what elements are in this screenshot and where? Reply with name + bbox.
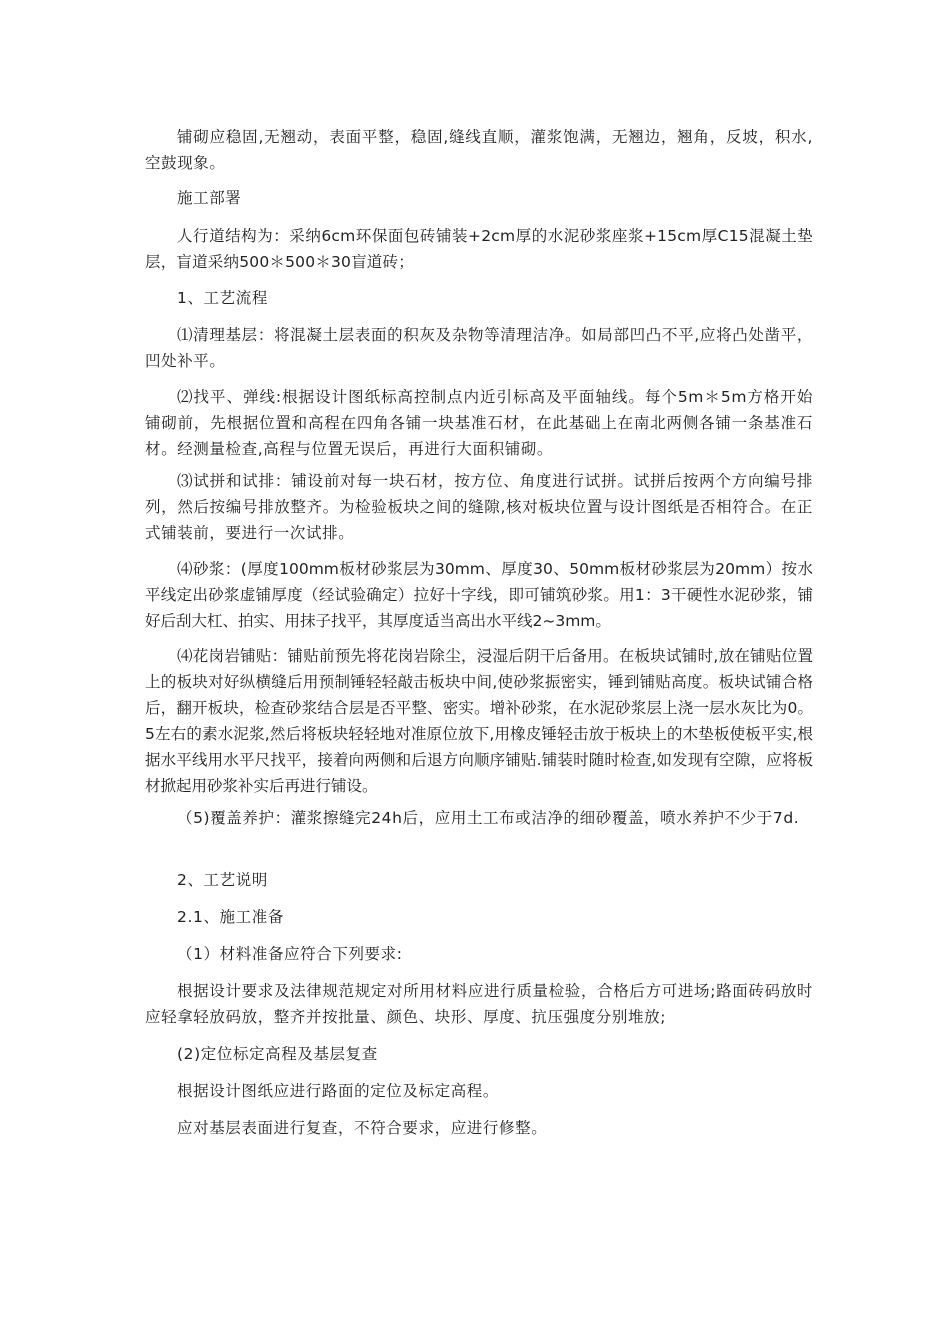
- heading-preparation: 2.1、施工准备: [177, 908, 284, 926]
- heading-positioning-elevation: (2)定位标定高程及基层复查: [177, 1045, 378, 1063]
- heading-material-requirements: （1）材料准备应符合下列要求:: [177, 945, 403, 963]
- paragraph-clean-base: ⑴清理基层：将混凝土层表面的积灰及杂物等清理洁净。如局部凹凸不平,应将凸处凿平，凹处补平。: [145, 326, 813, 370]
- heading-process-description: 2、工艺说明: [177, 871, 268, 889]
- heading-process-flow: 1、工艺流程: [177, 289, 268, 307]
- heading-construction-deployment: 施工部署: [177, 189, 242, 207]
- paragraph-curing: （5)覆盖养护：灌浆擦缝完24h后，应用土工布或洁净的细砂覆盖，喷水养护不少于7d.: [177, 809, 800, 827]
- paragraph-positioning: 根据设计图纸应进行路面的定位及标定高程。: [177, 1082, 500, 1100]
- paragraph-granite-laying: ⑷花岗岩铺贴：铺贴前预先将花岗岩除尘，浸湿后阴干后备用。在板块试铺时,放在铺贴位置上的板块对好纵横缝后用预制锤轻轻敲击板块中间,使砂浆振密实，锤到铺贴高度。板块试铺合格后，翻开板块，检查砂浆结合层是否平整、密实。增补砂浆，在水泥砂浆层上浇一层水灰比为0。5左右的素水泥浆,然后将板块轻轻地对准原位放下,用橡皮锤轻击放于板块上的木垫板使板平实,根据水平线用水平尺找平，接着向两侧和后退方向顺序铺贴.铺装时随时检查,如发现有空隙，应将板材掀起用砂浆补实后再进行铺设。: [145, 647, 813, 795]
- paragraph-paving-requirements: 铺砌应稳固,无翘动，表面平整，稳固,缝线直顺，灌浆饱满，无翘边，翘角，反坡，积水,空鼓现象。: [145, 128, 813, 172]
- paragraph-base-review: 应对基层表面进行复查，不符合要求，应进行修整。: [177, 1119, 548, 1137]
- paragraph-sidewalk-structure: 人行道结构为：采纳6cm环保面包砖铺装+2cm厚的水泥砂浆座浆+15cm厚C15混凝土垫层，盲道采纳500＊500＊30盲道砖；: [145, 227, 813, 271]
- paragraph-trial-layout: ⑶试拼和试排：铺设前对每一块石材，按方位、角度进行试拼。试拼后按两个方向编号排列，然后按编号排放整齐。为检验板块之间的缝隙,核对板块位置与设计图纸是否相符合。在正式铺装前，要进行一次试排。: [145, 472, 813, 542]
- paragraph-mortar: ⑷砂浆：(厚度100mm板材砂浆层为30mm、厚度30、50mm板材砂浆层为20mm）按水平线定出砂浆虚铺厚度（经试验确定）拉好十字线，即可铺筑砂浆。用1：3干硬性水泥砂浆，铺好后刮大杠、拍实、用抹子找平，其厚度适当高出水平线2~3mm。: [145, 560, 813, 630]
- paragraph-leveling-marking: ⑵找平、弹线:根据设计图纸标高控制点内近引标高及平面轴线。每个5m＊5m方格开始铺砌前，先根据位置和高程在四角各铺一块基准石材，在此基础上在南北两侧各铺一条基准石材。经测量检查,高程与位置无误后，再进行大面积铺砌。: [145, 388, 813, 458]
- paragraph-material-inspection: 根据设计要求及法律规范规定对所用材料应进行质量检验，合格后方可进场;路面砖码放时应轻拿轻放码放，整齐并按批量、颜色、块形、厚度、抗压强度分别堆放;: [145, 982, 813, 1026]
